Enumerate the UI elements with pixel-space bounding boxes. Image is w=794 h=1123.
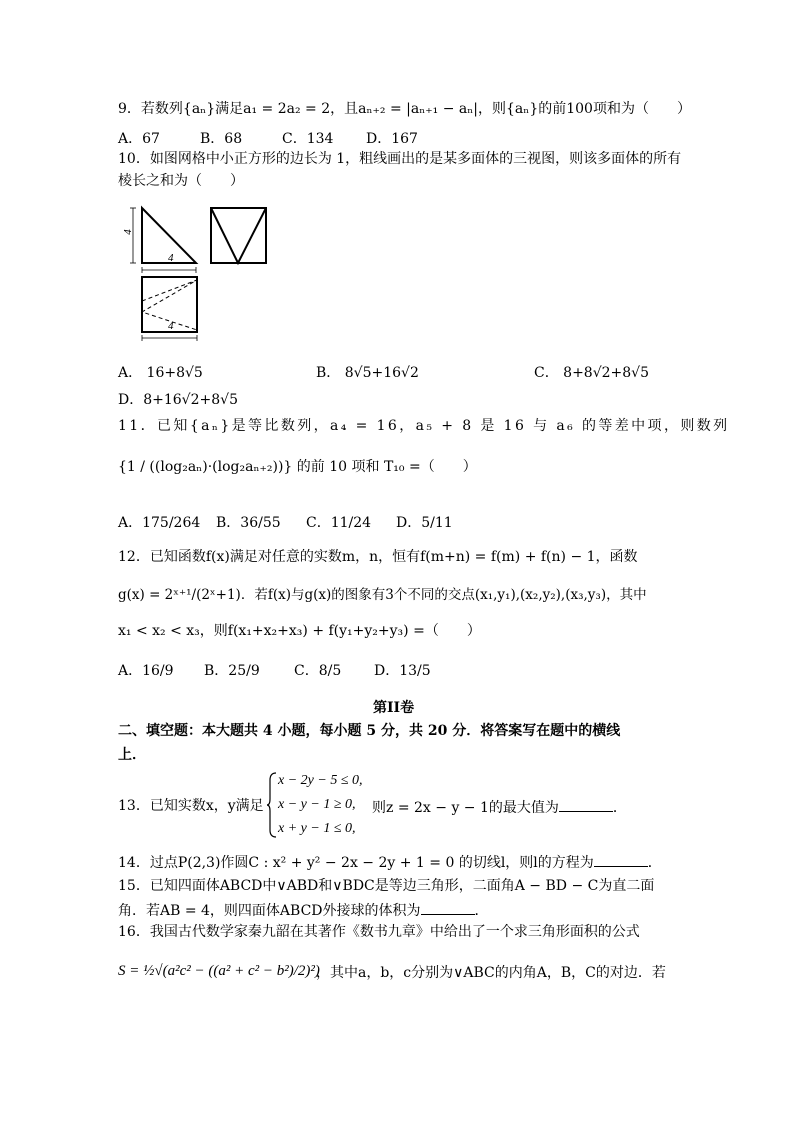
q12-option-b: B．25/9 xyxy=(204,663,260,679)
q11-stem-line2: {1 / ((log₂aₙ)·(log₂aₙ₊₂))} 的前 10 项和 T₁₀ =（ ） xyxy=(118,459,477,475)
q14-text: 14．过点P(2,3)作圆C : x² + y² − 2x − 2y + 1 = 0 的切线l，则l的方程为 xyxy=(118,855,594,871)
q13-constraint-2: x − y − 1 ≥ 0, xyxy=(278,797,356,812)
q9-stem: 9．若数列{aₙ}满足a₁ = 2a₂ = 2，且aₙ₊₂ = |aₙ₊₁ − aₙ|，则{aₙ}的前100项和为（ ） xyxy=(118,101,691,117)
q10-stem-line1: 10．如图网格中小正方形的边长为 1，粗线画出的是某多面体的三视图，则该多面体的所有 xyxy=(118,151,682,167)
q13-suffix-text: 则z = 2x − y − 1的最大值为 xyxy=(372,800,559,816)
q13-answer-blank[interactable] xyxy=(559,797,613,812)
q11-option-c: C．11/24 xyxy=(306,515,372,531)
q9-option-c: C．134 xyxy=(282,131,334,147)
q12-option-c: C．8/5 xyxy=(294,663,342,679)
q12-option-d: D．13/5 xyxy=(374,663,431,679)
q15-line2-text: 角．若AB = 4，则四面体ABCD外接球的体积为 xyxy=(118,903,421,919)
q10-option-b: B． 8√5+16√2 xyxy=(316,365,419,381)
q12-option-a: A．16/9 xyxy=(118,663,174,679)
q14-line xyxy=(118,852,662,872)
q13-suffix xyxy=(372,797,627,817)
q15-line1: 15．已知四面体ABCD中∨ABD和∨BDC是等边三角形，二面角A − BD − C为直二面 xyxy=(118,878,655,894)
side-view xyxy=(211,208,266,263)
q12-stem-line2: g(x) = 2ˣ⁺¹/(2ˣ+1)．若f(x)与g(x)的图象有3个不同的交点(x₁,y₁),(x₂,y₂),(x₃,y₃)，其中 xyxy=(118,587,647,603)
q13-prefix: 13．已知实数x，y满足 xyxy=(118,798,264,814)
q10-stem-line2: 棱长之和为（ ） xyxy=(118,173,244,189)
q10-option-d: D．8+16√2+8√5 xyxy=(118,392,238,408)
q16-line1: 16．我国古代数学家秦九韶在其著作《数书九章》中给出了一个求三角形面积的公式 xyxy=(118,924,640,940)
section-heading-line1: 二、填空题：本大题共 4 小题，每小题 5 分，共 20 分．将答案写在题中的横线 xyxy=(118,723,621,739)
front-view xyxy=(130,208,196,273)
q15-answer-blank[interactable] xyxy=(421,900,475,915)
q10-option-c: C． 8+8√2+8√5 xyxy=(534,365,650,381)
q9-option-b: B．68 xyxy=(200,131,243,147)
q16-line2: ，其中a，b，c分别为∨ABC的内角A，B，C的对边．若 xyxy=(316,965,666,981)
q13-constraint-3: x + y − 1 ≤ 0, xyxy=(278,821,356,836)
q15-end: ． xyxy=(474,903,489,919)
section-heading-line2: 上． xyxy=(118,747,146,763)
dim-label-top-view: 4 xyxy=(168,320,174,332)
q13-end: ． xyxy=(612,800,627,816)
q9-option-d: D．167 xyxy=(366,131,418,147)
q14-answer-blank[interactable] xyxy=(594,852,648,867)
q11-option-a: A．175/264 xyxy=(118,515,201,531)
dim-label-left: 4 xyxy=(121,229,134,235)
q12-stem-line1: 12．已知函数f(x)满足对任意的实数m，n，恒有f(m+n) = f(m) + f(n) − 1，函数 xyxy=(118,549,638,565)
q11-option-b: B．36/55 xyxy=(216,515,281,531)
q13-constraint-1: x − 2y − 5 ≤ 0, xyxy=(278,773,363,788)
three-view-figure xyxy=(121,200,274,345)
q9-option-a: A．67 xyxy=(118,131,160,147)
section-title: 第II卷 xyxy=(373,700,415,716)
q16-formula: S = ½√(a²c² − ((a² + c² − b²)/2)²) xyxy=(118,963,320,979)
q14-end: ． xyxy=(647,855,662,871)
q11-stem-line1: 11．已知{aₙ}是等比数列，a₄ = 16，a₅ + 8 是 16 与 a₆ 的等差中项，则数列 xyxy=(118,418,730,434)
q15-line2 xyxy=(118,900,489,920)
q11-option-d: D．5/11 xyxy=(396,515,453,531)
q10-option-a: A． 16+8√5 xyxy=(118,365,203,381)
q12-stem-line3: x₁ < x₂ < x₃，则f(x₁+x₂+x₃) + f(y₁+y₂+y₃) =（ ） xyxy=(118,623,481,639)
dim-label-bottom: 4 xyxy=(168,252,174,264)
q13-brace xyxy=(266,772,278,838)
